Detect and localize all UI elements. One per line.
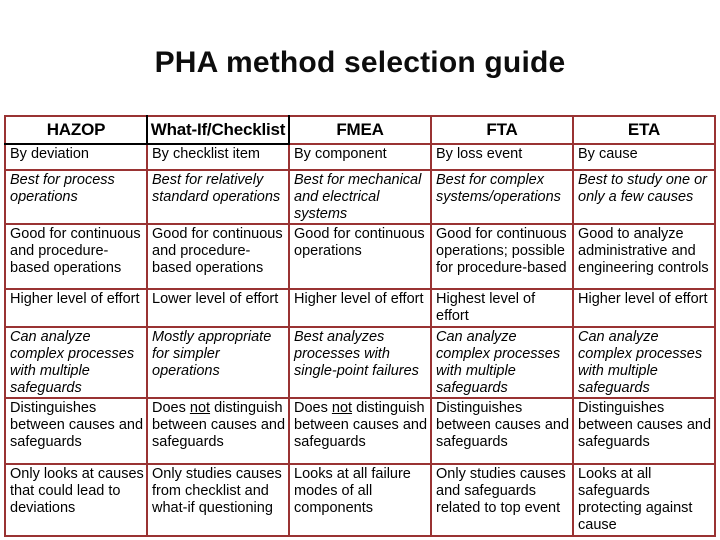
table-cell: Only looks at causes that could lead to deviations	[5, 464, 147, 535]
table-cell: Only studies causes and safeguards related to top event	[431, 464, 573, 535]
table-cell: Best for relatively standard operations	[147, 170, 289, 224]
table-cell: Distinguishes between causes and safeguards	[573, 398, 715, 464]
table-cell: By checklist item	[147, 144, 289, 170]
column-header-what-if-checklist: What-If/Checklist	[147, 116, 289, 144]
table-cell: By cause	[573, 144, 715, 170]
table-cell: Good for continuous and procedure-based operations	[5, 224, 147, 289]
table-cell: Best to study one or only a few causes	[573, 170, 715, 224]
table-cell: Good for continuous operations; possible for procedure-based	[431, 224, 573, 289]
column-header-fta: FTA	[431, 116, 573, 144]
table-cell: By loss event	[431, 144, 573, 170]
table-row	[5, 398, 715, 464]
table-cell: Does not distinguish between causes and safeguards	[289, 398, 431, 464]
table-cell: Higher level of effort	[573, 289, 715, 327]
table-row	[5, 289, 715, 327]
table-row	[5, 327, 715, 398]
slide-title: PHA method selection guide	[154, 46, 566, 79]
table-cell: Lower level of effort	[147, 289, 289, 327]
table-cell: Looks at all safeguards protecting against cause	[573, 464, 715, 535]
table-cell: Does not distinguish between causes and safeguards	[147, 398, 289, 464]
table-cell: Distinguishes between causes and safeguards	[431, 398, 573, 464]
table-cell: By deviation	[5, 144, 147, 170]
table-cell: Good to analyze administrative and engineering controls	[573, 224, 715, 289]
table-cell: Can analyze complex processes with multiple safeguards	[5, 327, 147, 398]
pha-method-table	[4, 115, 716, 537]
table-cell: Can analyze complex processes with multiple safeguards	[431, 327, 573, 398]
table-cell: Higher level of effort	[5, 289, 147, 327]
table-body	[5, 144, 715, 536]
table-cell: Mostly appropriate for simpler operations	[147, 327, 289, 398]
column-header-eta: ETA	[573, 116, 715, 144]
table-cell: Higher level of effort	[289, 289, 431, 327]
table-cell: Good for continuous operations	[289, 224, 431, 289]
table-cell: Best for mechanical and electrical systems	[289, 170, 431, 224]
table-row	[5, 170, 715, 224]
table-row	[5, 144, 715, 170]
table-cell: Best for process operations	[5, 170, 147, 224]
header-row	[5, 116, 715, 144]
table-cell: By component	[289, 144, 431, 170]
table-row	[5, 224, 715, 289]
table-cell: Highest level of effort	[431, 289, 573, 327]
table-cell: Only studies causes from checklist and what-if questioning	[147, 464, 289, 535]
table-cell: Best analyzes processes with single-point failures	[289, 327, 431, 398]
table-cell: Distinguishes between causes and safeguards	[5, 398, 147, 464]
table-cell: Looks at all failure modes of all components	[289, 464, 431, 535]
table-row	[5, 464, 715, 535]
column-header-fmea: FMEA	[289, 116, 431, 144]
table-cell: Can analyze complex processes with multiple safeguards	[573, 327, 715, 398]
table-cell: Best for complex systems/operations	[431, 170, 573, 224]
column-header-hazop: HAZOP	[5, 116, 147, 144]
table-header	[5, 116, 715, 144]
table-cell: Good for continuous and procedure-based operations	[147, 224, 289, 289]
